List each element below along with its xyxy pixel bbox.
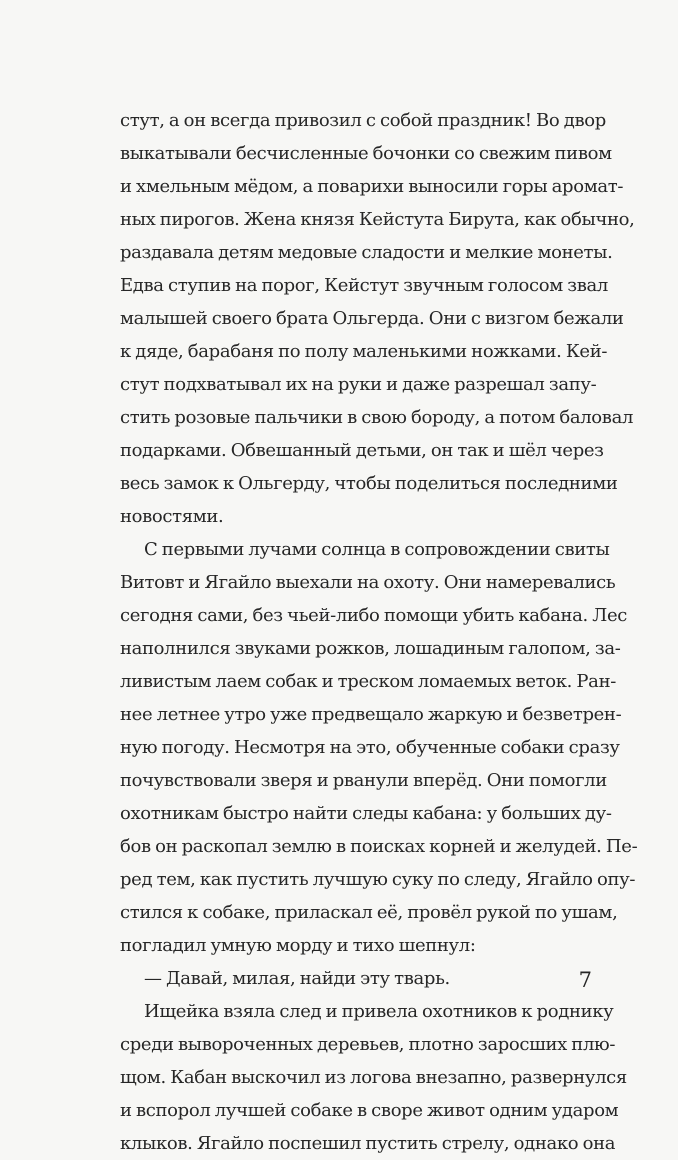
text-line: стут подхватывал их на руки и даже разрешал запу- [120,374,597,395]
text-line: стился к собаке, приласкал её, провёл рукой по ушам, [120,902,618,923]
text-line: ред тем, как пустить лучшую суку по следу, Ягайло опу- [120,869,636,890]
text-line: Витовт и Ягайло выехали на охоту. Они намеревались [120,572,616,593]
text-line: погладил умную морду и тихо шепнул: [120,935,476,956]
text-line: выкатывали бесчисленные бочонки со свежим пивом [120,143,612,164]
text-line: клыков. Ягайло поспешил пустить стрелу, однако она [120,1133,616,1154]
text-line: стут, а он всегда привозил с собой праздник! Во двор [120,110,606,131]
text-line: нее летнее утро уже предвещало жаркую и безветрен- [120,704,622,725]
text-line: весь замок к Ольгерду, чтобы поделиться последними [120,473,618,494]
text-line: стить розовые пальчики в свою бороду, а потом баловал [120,407,634,428]
text-line: ных пирогов. Жена князя Кейстута Бирута, как обычно, [120,209,635,230]
text-line: бов он раскопал землю в поисках корней и желудей. Пе- [120,836,638,857]
text-line: и хмельным мёдом, а поварихи выносили горы аромат- [120,176,624,197]
paragraph-start-line: С первыми лучами солнца в сопровождении свиты [144,539,610,560]
text-line: раздавала детям медовые сладости и мелкие монеты. [120,242,613,263]
text-line: к дяде, барабаня по полу маленькими ножками. Кей- [120,341,608,362]
text-line: наполнился звуками рожков, лошадиным галопом, за- [120,638,621,659]
text-line: Едва ступив на порог, Кейстут звучным голосом звал [120,275,608,296]
text-line: новостями. [120,506,224,527]
text-line: ливистым лаем собак и треском ломаемых веток. Ран- [120,671,616,692]
body-text [120,104,638,1160]
text-line: сегодня сами, без чьей-либо помощи убить кабана. Лес [120,605,628,626]
dialogue-line: — Давай, милая, найди эту тварь. [144,968,450,989]
page-number: 7 [578,968,592,992]
text-line: охотникам быстро найти следы кабана: у больших ду- [120,803,612,824]
text-line: подарками. Обвешанный детьми, он так и шёл через [120,440,604,461]
text-line: малышей своего брата Ольгерда. Они с визгом бежали [120,308,624,329]
text-line: среди вывороченных деревьев, плотно заросших плю- [120,1034,616,1055]
text-line: щом. Кабан выскочил из логова внезапно, развернулся [120,1067,627,1088]
text-line: и вспорол лучшей собаке в своре живот одним ударом [120,1100,619,1121]
text-line: ную погоду. Несмотря на это, обученные собаки сразу [120,737,620,758]
paragraph-start-line: Ищейка взяла след и привела охотников к роднику [144,1001,614,1022]
text-line: почувствовали зверя и рванули вперёд. Они помогли [120,770,607,791]
